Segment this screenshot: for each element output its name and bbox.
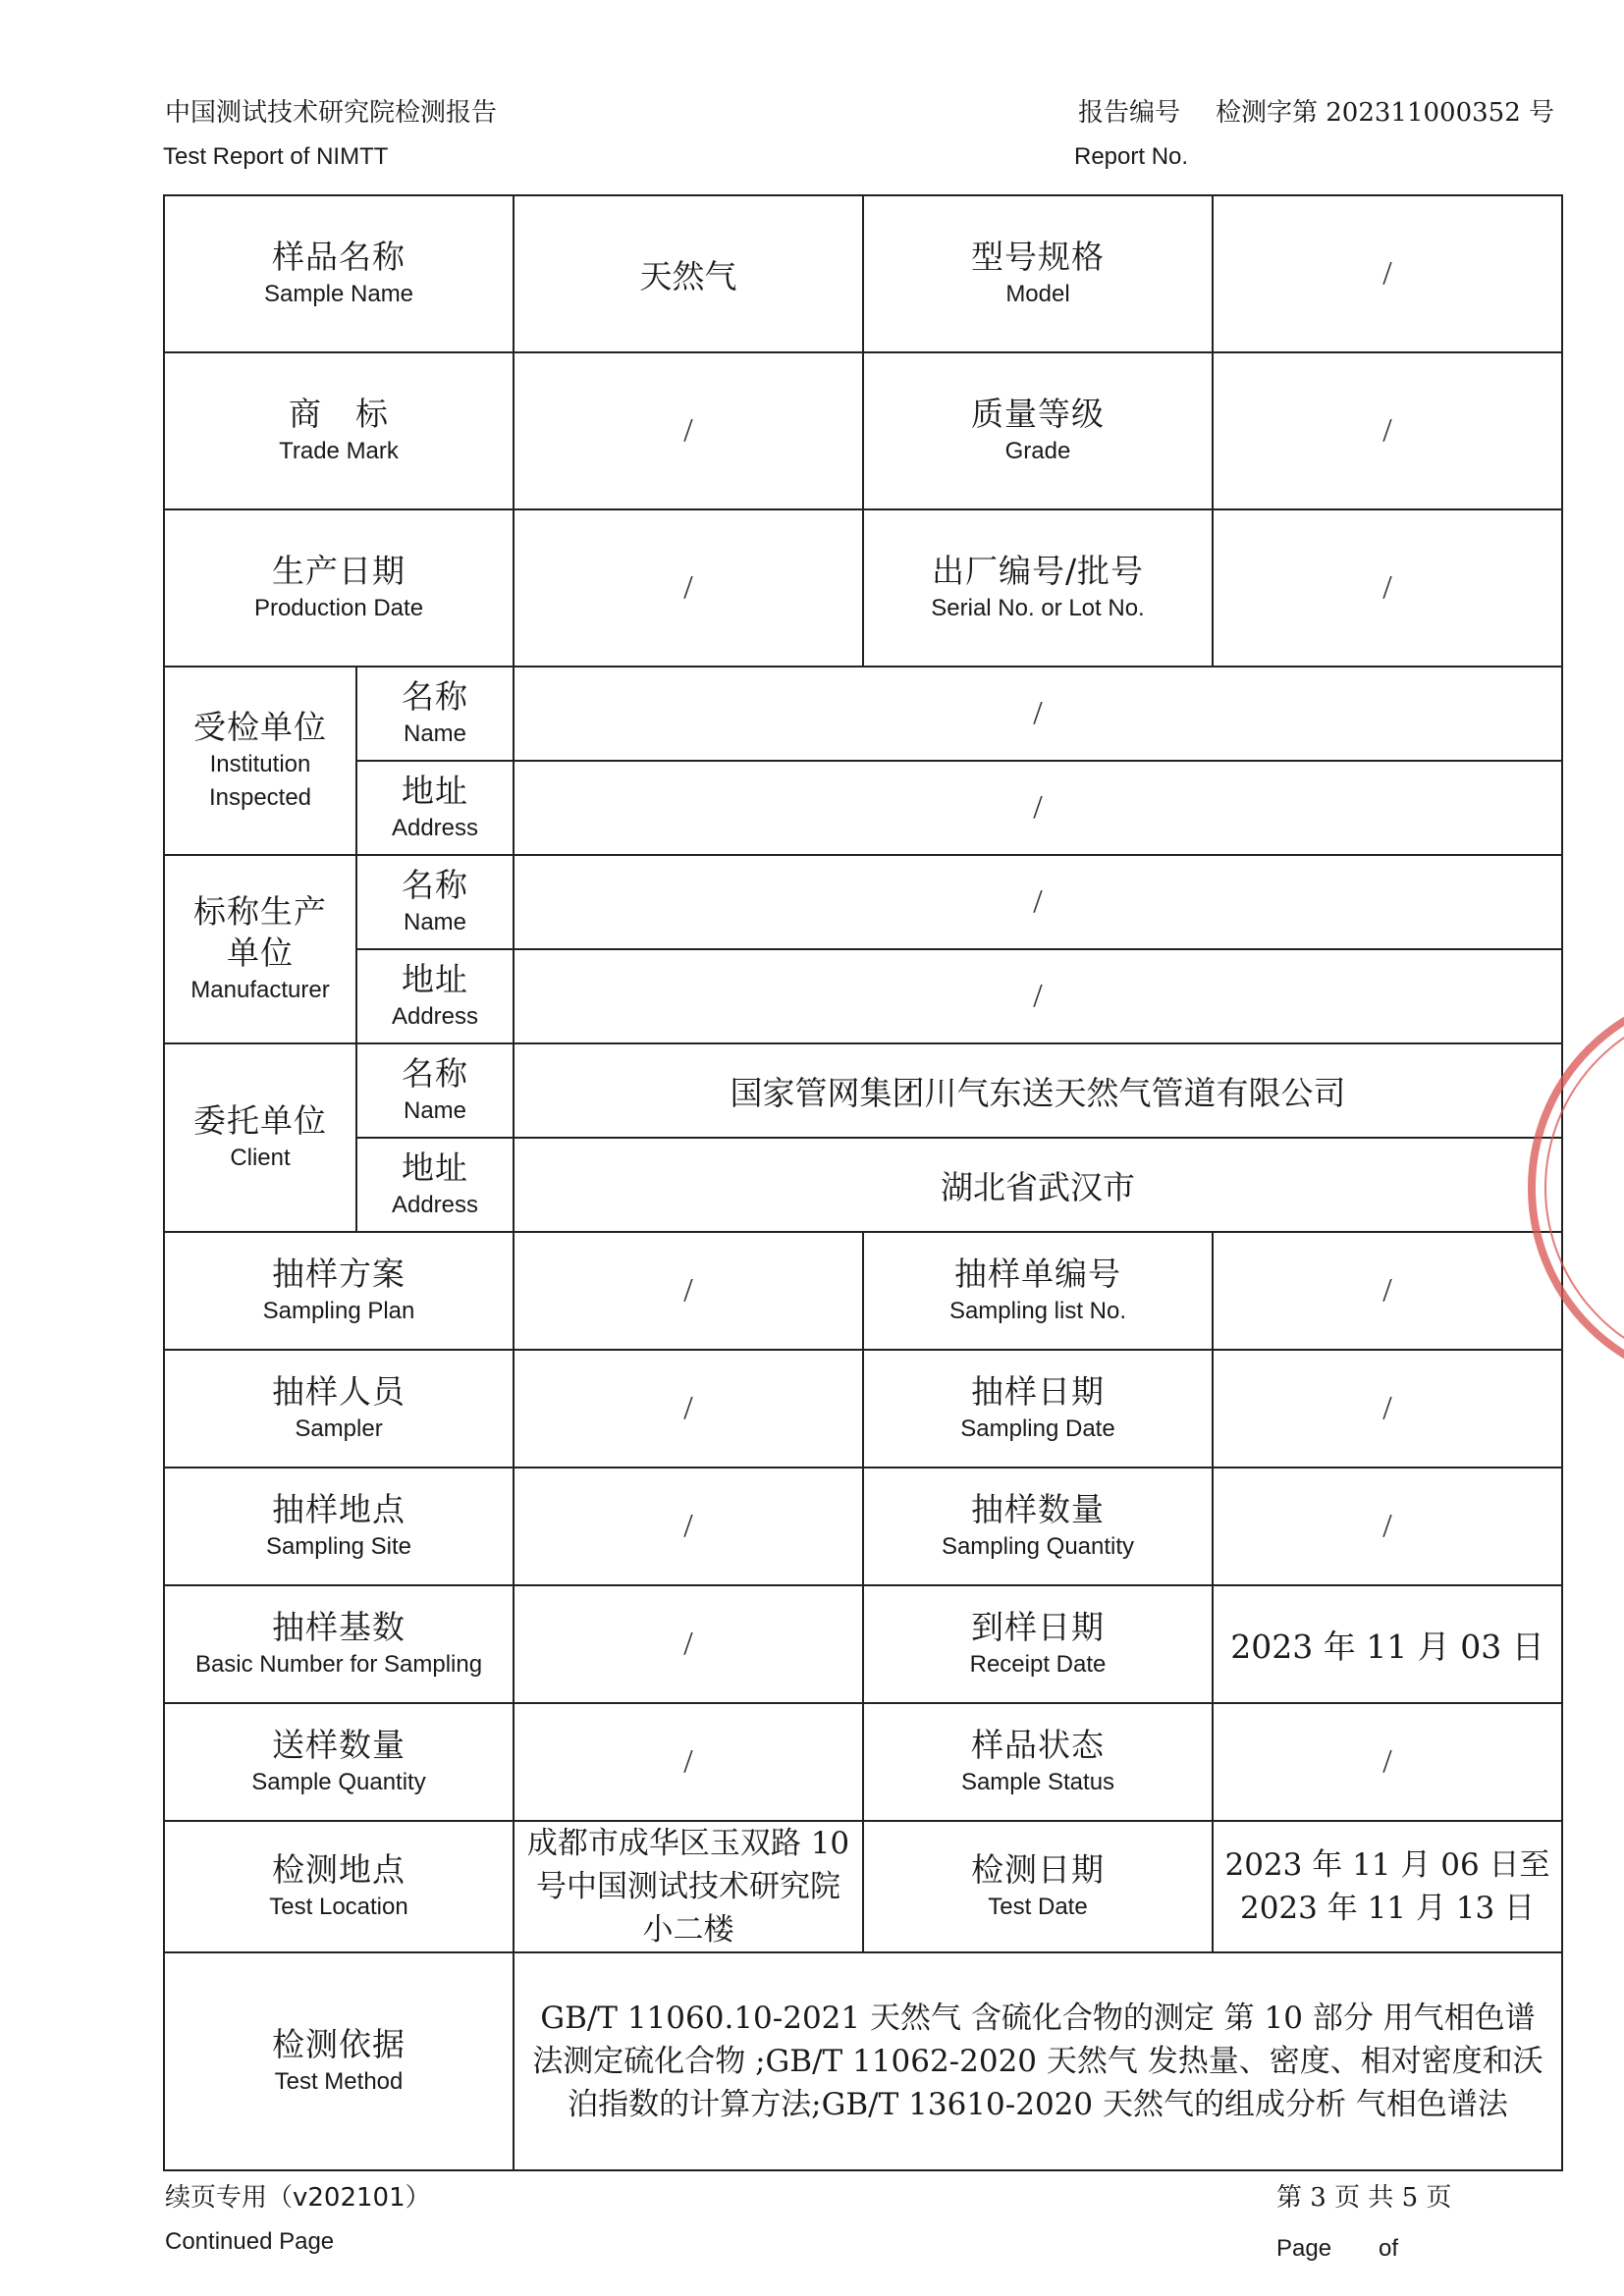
manufacturer-address-label: 地址 Address (356, 949, 514, 1043)
grade-value: / (1213, 352, 1562, 509)
row-inspected-name (164, 667, 1562, 761)
test-date-label: 检测日期 Test Date (863, 1821, 1213, 1952)
sampling-list-no-label: 抽样单编号 Sampling list No. (863, 1232, 1213, 1350)
row-test-location (164, 1821, 1562, 1952)
row-sampling-plan (164, 1232, 1562, 1350)
manufacturer-label: 标称生产 单位 Manufacturer (164, 855, 356, 1043)
report-no-label-en: Report No. (1074, 143, 1189, 170)
page-number-cn: 第 3 页 共 5 页 (1276, 2183, 1452, 2213)
sample-status-value: / (1213, 1703, 1562, 1821)
row-sampling-site (164, 1468, 1562, 1585)
row-client-name (164, 1043, 1562, 1138)
trade-mark-label: 商 标 Trade Mark (164, 352, 514, 509)
sampling-site-label: 抽样地点 Sampling Site (164, 1468, 514, 1585)
sample-quantity-value: / (514, 1703, 863, 1821)
manufacturer-address-value: / (514, 949, 1562, 1043)
client-address-label: 地址 Address (356, 1138, 514, 1232)
row-manufacturer-address (164, 949, 1562, 1043)
basic-number-label: 抽样基数 Basic Number for Sampling (164, 1585, 514, 1703)
test-date-value: 2023 年 11 月 06 日至 2023 年 11 月 13 日 (1213, 1821, 1562, 1952)
inspected-name-value: / (514, 667, 1562, 761)
row-trade-mark (164, 352, 1562, 509)
receipt-date-label: 到样日期 Receipt Date (863, 1585, 1213, 1703)
report-no-value: 检测字第 202311000352 号 (1216, 98, 1555, 128)
row-client-address (164, 1138, 1562, 1232)
production-date-value: / (514, 509, 863, 667)
sampling-site-value: / (514, 1468, 863, 1585)
sample-status-label: 样品状态 Sample Status (863, 1703, 1213, 1821)
model-label: 型号规格 Model (863, 195, 1213, 352)
model-value: / (1213, 195, 1562, 352)
report-table (163, 194, 1563, 2171)
sampling-list-no-value: / (1213, 1232, 1562, 1350)
client-address-value: 湖北省武汉市 (514, 1138, 1562, 1232)
row-production-date (164, 509, 1562, 667)
sample-name-value: 天然气 (514, 195, 863, 352)
row-sampler (164, 1350, 1562, 1468)
serial-no-label: 出厂编号/批号 Serial No. or Lot No. (863, 509, 1213, 667)
client-name-value: 国家管网集团川气东送天然气管道有限公司 (514, 1043, 1562, 1138)
sample-quantity-label: 送样数量 Sample Quantity (164, 1703, 514, 1821)
manufacturer-name-value: / (514, 855, 1562, 949)
sampling-date-label: 抽样日期 Sampling Date (863, 1350, 1213, 1468)
sampling-date-value: / (1213, 1350, 1562, 1468)
trade-mark-value: / (514, 352, 863, 509)
page-number-en: Page of (1276, 2235, 1399, 2262)
row-inspected-address (164, 761, 1562, 855)
basic-number-value: / (514, 1585, 863, 1703)
org-title-en: Test Report of NIMTT (163, 143, 389, 170)
row-test-method (164, 1952, 1562, 2170)
test-method-value: GB/T 11060.10-2021 天然气 含硫化合物的测定 第 10 部分 用气相色谱 法测定硫化合物 ;GB/T 11062-2020 天然气 发热量、密度、相对密度和沃 泊指数的计算方法;GB/T 13610-2020 天然气的组成分析 气相色谱法 (514, 1952, 1562, 2170)
production-date-label: 生产日期 Production Date (164, 509, 514, 667)
serial-no-value: / (1213, 509, 1562, 667)
inspected-label: 受检单位 Institution Inspected (164, 667, 356, 855)
continued-page-cn: 续页专用（v202101） (165, 2183, 431, 2213)
test-location-label: 检测地点 Test Location (164, 1821, 514, 1952)
inspected-name-label: 名称 Name (356, 667, 514, 761)
sampling-quantity-label: 抽样数量 Sampling Quantity (863, 1468, 1213, 1585)
row-sample-name (164, 195, 1562, 352)
org-title-cn: 中国测试技术研究院检测报告 (165, 98, 498, 128)
row-sample-quantity (164, 1703, 1562, 1821)
client-name-label: 名称 Name (356, 1043, 514, 1138)
sampling-plan-label: 抽样方案 Sampling Plan (164, 1232, 514, 1350)
sample-name-label: 样品名称 Sample Name (164, 195, 514, 352)
test-location-value: 成都市成华区玉双路 10 号中国测试技术研究院 小二楼 (514, 1821, 863, 1952)
sampler-value: / (514, 1350, 863, 1468)
continued-page-en: Continued Page (165, 2228, 335, 2255)
test-method-label: 检测依据 Test Method (164, 1952, 514, 2170)
sampler-label: 抽样人员 Sampler (164, 1350, 514, 1468)
client-label: 委托单位 Client (164, 1043, 356, 1232)
row-basic-number (164, 1585, 1562, 1703)
report-no-label-cn: 报告编号 (1078, 98, 1181, 128)
inspected-address-value: / (514, 761, 1562, 855)
row-manufacturer-name (164, 855, 1562, 949)
sampling-plan-value: / (514, 1232, 863, 1350)
receipt-date-value: 2023 年 11 月 03 日 (1213, 1585, 1562, 1703)
grade-label: 质量等级 Grade (863, 352, 1213, 509)
manufacturer-name-label: 名称 Name (356, 855, 514, 949)
inspected-address-label: 地址 Address (356, 761, 514, 855)
sampling-quantity-value: / (1213, 1468, 1562, 1585)
